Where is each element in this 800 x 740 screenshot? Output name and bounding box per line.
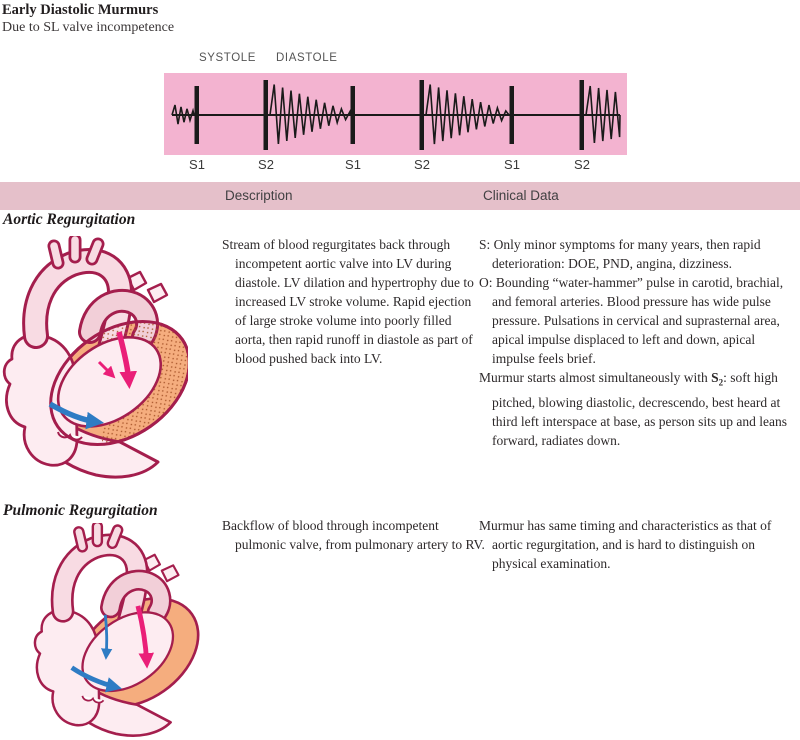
sound-label-s1: S1 [345,157,361,172]
phonocardiogram-waveform [164,73,627,155]
clinical-data-cell-aortic [479,235,798,450]
pulmonic-backflow-arrow-blue [105,615,106,656]
aortic-regurgitation-heart-illustration [2,236,188,482]
description-cell-pulmonic [222,516,490,554]
sound-label-s2: S2 [574,157,590,172]
clinical-objective: O: Bounding “water-hammer” pulse in carotid, brachial, and femoral arteries. Blood pressure has wide pulse pressure. Pulsations in cervical and suprasternal area, apical impulse displaced to left and down, apical impulse feels brief. [479,275,784,366]
clinical-subjective: S: Only minor symptoms for many years, then rapid deterioration: DOE, PND, angina, dizziness. [479,237,761,271]
pulmonic-regurgitation-heart-illustration [5,523,225,740]
clinical-data-cell-pulmonic [479,516,798,573]
page-subtitle: Due to SL valve incompetence [2,20,175,35]
row-heading-pulmonic-regurgitation: Pulmonic Regurgitation [3,502,158,519]
table-header-band [0,182,800,210]
diastole-label: DIASTOLE [276,52,338,64]
sound-label-s1: S1 [504,157,520,172]
column-header-clinical-data: Clinical Data [483,188,559,203]
sound-label-s2: S2 [258,157,274,172]
description-cell-aortic [222,235,474,368]
sound-label-s1: S1 [189,157,205,172]
clinical-text: Murmur has same timing and characteristics as that of aortic regurgitation, and is hard to distinguish on physical examination. [479,518,772,571]
description-text: Backflow of blood through incompetent pulmonic valve, from pulmonary artery to RV. [222,518,485,552]
column-header-description: Description [225,188,293,203]
row-heading-aortic-regurgitation: Aortic Regurgitation [3,211,136,228]
systole-label: SYSTOLE [199,52,257,64]
sound-label-s2: S2 [414,157,430,172]
clinical-murmur: Murmur starts almost simultaneously with $S_2$: soft high pitched, blowing diastolic, decrescendo, best heard at third left interspace at base, as person sits up and leans forward, radiates down. [479,370,788,448]
description-text: Stream of blood regurgitates back through incompetent aortic valve into LV during diastole. LV dilation and hypertrophy due to increased LV stroke volume. Rapid ejection of large stroke volume into poorly filled aorta, then rapid runoff in diastole as part of blood pushed back into LV. [222,237,474,366]
page-title: Early Diastolic Murmurs [2,2,159,18]
